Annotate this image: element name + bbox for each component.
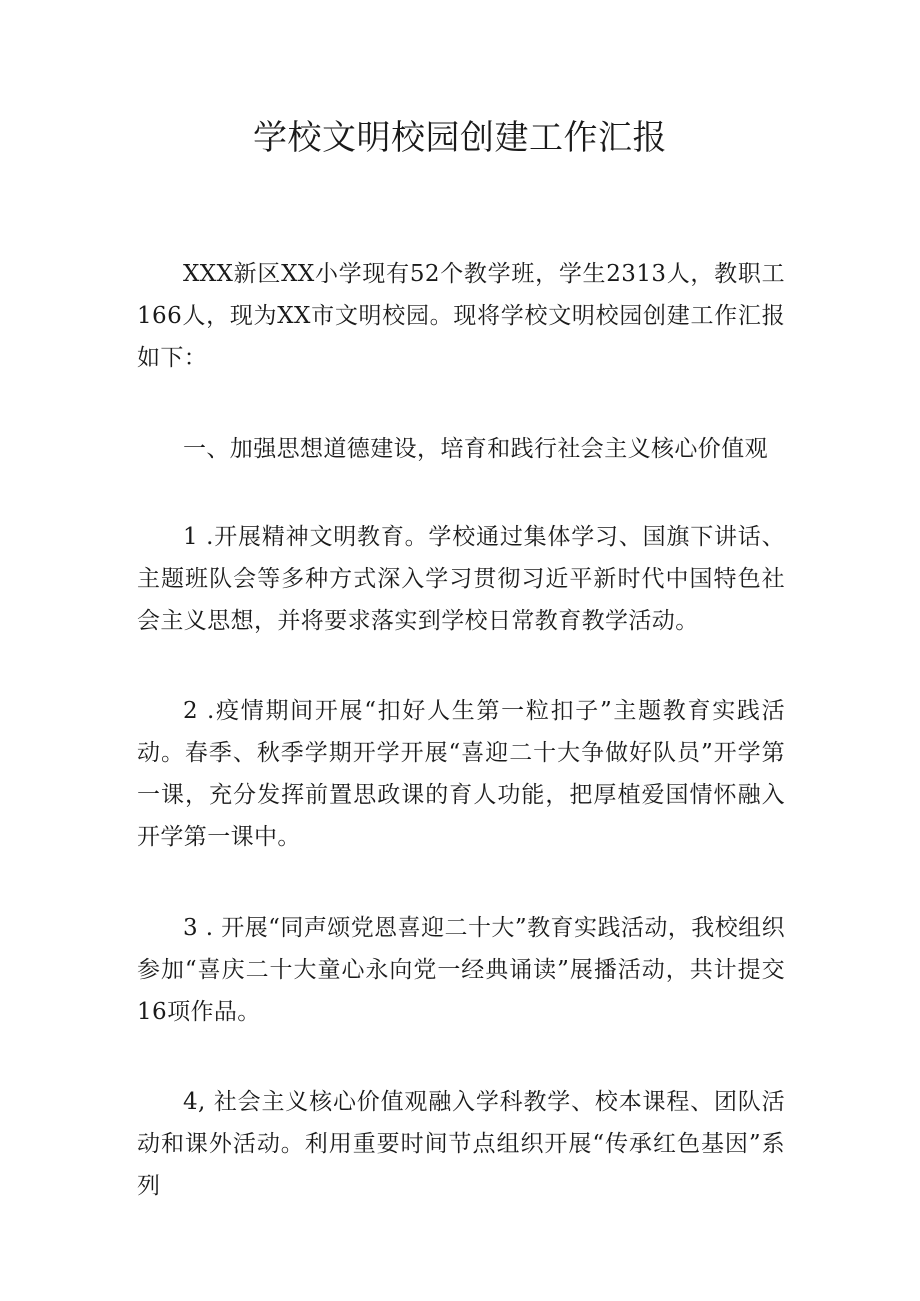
section-heading-1: 一、加强思想道德建设，培育和践行社会主义核心价值观 [183,436,768,462]
document-title: 学校文明校园创建工作汇报 [253,118,667,158]
paragraph-item-2: 2 .疫情期间开展“扣好人生第一粒扣子”主题教育实践活动。春季、秋季学期开学开展“喜迎二十大争做好队员”开学第一课，充分发挥前置思政课的育人功能，把厚植爱国情怀融入开学第一课中。 [137,698,785,850]
paragraph-item-4: 4, 社会主义核心价值观融入学科教学、校本课程、团队活动和课外活动。利用重要时间节点组织开展“传承红色基因”系列 [137,1089,785,1199]
paragraph-item-3: 3 . 开展“同声颂党恩喜迎二十大”教育实践活动，我校组织参加“喜庆二十大童心永向党一经典诵读”展播活动，共计提交16项作品。 [137,915,785,1025]
paragraph-item-1: 1 .开展精神文明教育。学校通过集体学习、国旗下讲话、主题班队会等多种方式深入学习贯彻习近平新时代中国特色社会主义思想，并将要求落实到学校日常教育教学活动。 [137,524,785,634]
intro-paragraph: XXX新区XX小学现有52个教学班，学生2313人，教职工166人，现为XX市文明校园。现将学校文明校园创建工作汇报如下： [137,261,785,371]
